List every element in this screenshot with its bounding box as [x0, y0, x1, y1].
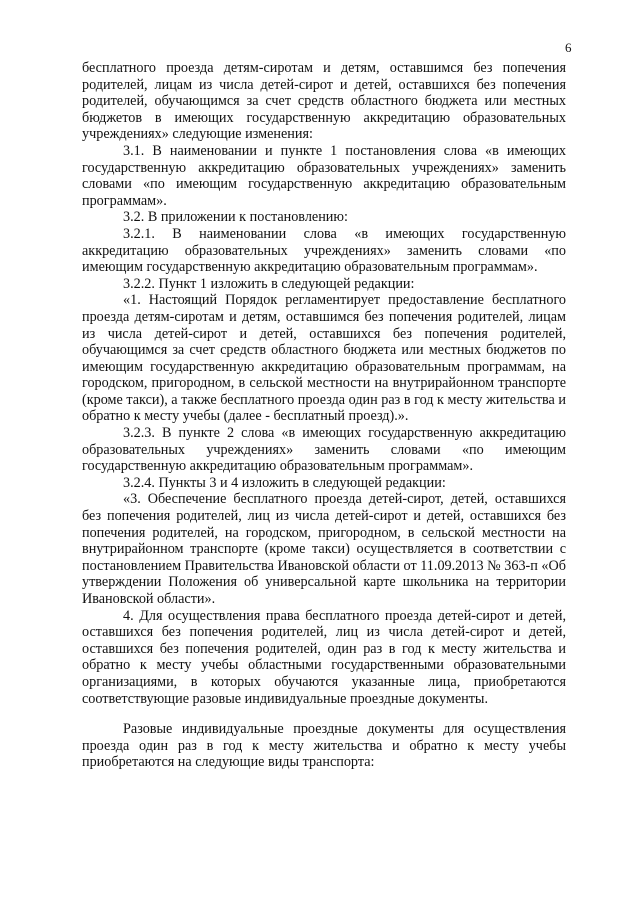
paragraph-point-3: «3. Обеспечение бесплатного проезда детей-сирот, детей, оставшихся без попечения родителей, лиц из числа детей-сирот и детей, оставшихся без попечения родителей, на городском, пригородном, в сельской местности на внутрирайонном транспорте (кроме такси) осуществляется в соответствии с постановлением Правительства Ивановской области от 11.09.2013 № 363-п «Об утверждении Положения об универсальной карте школьника на территории Ивановской области».	[82, 491, 566, 607]
paragraph-3-2: 3.2. В приложении к постановлению:	[123, 209, 348, 226]
paragraph-point-4: 4. Для осуществления права бесплатного проезда детей-сирот и детей, оставшихся без попечения родителей, лиц из числа детей-сирот и детей, оставшихся без попечения родителей, один раз в год к месту жительства и обратно к месту учебы областными государственными образовательными организациями, в которых обучаются указанные лица, приобретаются соответствующие разовые индивидуальные проездные документы.	[82, 607, 566, 707]
paragraph-3-2-2: 3.2.2. Пункт 1 изложить в следующей редакции:	[123, 275, 415, 292]
paragraph-point-1: «1. Настоящий Порядок регламентирует предоставление бесплатного проезда детям-сиротам и детям, оставшимся без попечения родителей, лицам из числа детей-сирот и детей, оставшихся без попечения родителей, обучающимся за счет средств областного бюджета или местных бюджетов по имеющим государственную аккредитацию образовательным программам, на городском, пригородном, в сельской местности на внутрирайонном транспорте (кроме такси), а также бесплатного проезда один раз в год к месту жительства и обратно к месту учебы (далее - бесплатный проезд).».	[82, 292, 566, 425]
paragraph-travel-documents: Разовые индивидуальные проездные документы для осуществления проезда один раз в год к месту жительства и обратно к месту учебы приобретаются на следующие виды транспорта:	[82, 721, 566, 771]
document-body	[82, 60, 566, 771]
paragraph-3-2-4: 3.2.4. Пункты 3 и 4 изложить в следующей редакции:	[123, 474, 446, 491]
paragraph-3-2-3: 3.2.3. В пункте 2 слова «в имеющих государственную аккредитацию образовательных учреждениях» заменить словами «по имеющим государственную аккредитацию образовательным программам».	[82, 425, 566, 475]
paragraph-3-2-1: 3.2.1. В наименовании слова «в имеющих государственную аккредитацию образовательных учреждениях» заменить словами «по имеющим государственную аккредитацию образовательным программам».	[82, 225, 566, 276]
page-number: 6	[565, 40, 572, 55]
paragraph-intro-continuation: бесплатного проезда детям-сиротам и детям, оставшимся без попечения родителей, лицам из числа детей-сирот и детей, оставшихся без попечения родителей, обучающимся за счет средств областного бюджета или местных бюджетов в имеющих государственную аккредитацию образовательных учреждениях» следующие изменения:	[82, 60, 566, 143]
paragraph-3-1: 3.1. В наименовании и пункте 1 постановления слова «в имеющих государственную аккредитацию образовательных учреждениях» заменить словами «по имеющим государственную аккредитацию образовательным программам».	[82, 142, 566, 209]
